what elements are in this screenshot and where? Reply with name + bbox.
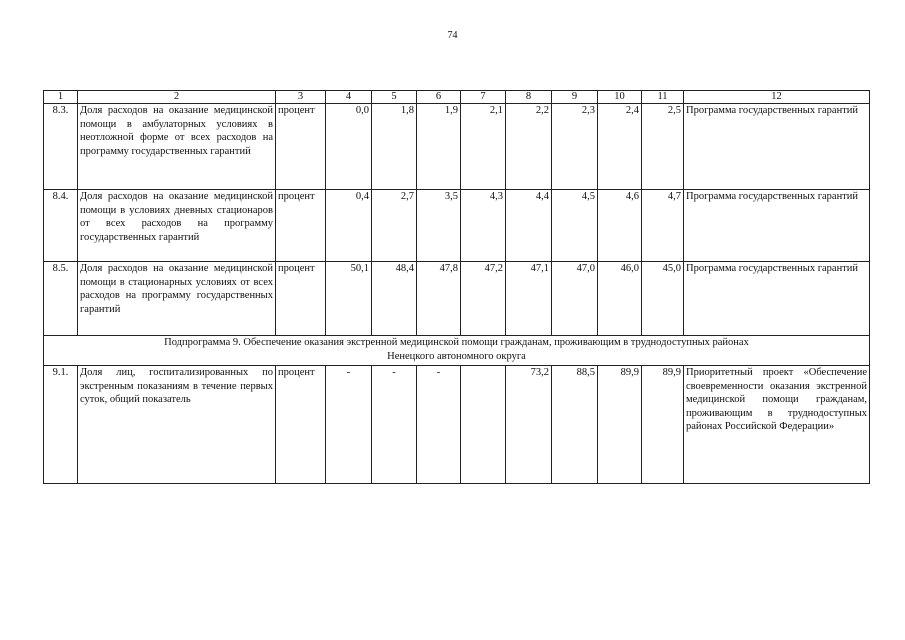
unit: процент [276,262,326,336]
value-cell: 73,2 [506,366,552,484]
subprogram-row [44,336,870,366]
subprogram-title-line-2: Ненецкого автономного округа [387,350,526,362]
value-cell: 89,9 [598,366,642,484]
value-cell: 2,7 [372,190,417,262]
indicator-name: Доля расходов на оказание медицинской помощи в амбулаторных условиях в неотложной форме от всех расходов на программу государственных гарантий [78,104,276,190]
column-number: 9 [552,91,598,104]
column-number: 4 [326,91,372,104]
value-cell [461,366,506,484]
row-number: 8.3. [44,104,78,190]
row-number: 9.1. [44,366,78,484]
value-cell: 45,0 [642,262,684,336]
value-cell: - [326,366,372,484]
column-number: 1 [44,91,78,104]
row-number: 8.5. [44,262,78,336]
indicator-name: Доля расходов на оказание медицинской помощи в стационарных условиях от всех расходов на программу государственных гарантий [78,262,276,336]
value-cell: 47,8 [417,262,461,336]
value-cell: 4,6 [598,190,642,262]
indicators-table [43,90,870,484]
value-cell: 2,5 [642,104,684,190]
subprogram-heading [44,336,870,366]
value-cell: 47,1 [506,262,552,336]
subprogram-title-line-1: Подпрограмма 9. Обеспечение оказания экстренной медицинской помощи гражданам, проживающим в труднодоступных районах [164,337,749,348]
row-number: 8.4. [44,190,78,262]
value-cell: 4,7 [642,190,684,262]
unit: процент [276,190,326,262]
unit: процент [276,104,326,190]
value-cell: 89,9 [642,366,684,484]
column-number: 2 [78,91,276,104]
value-cell: 4,4 [506,190,552,262]
column-number: 10 [598,91,642,104]
value-cell: 50,1 [326,262,372,336]
value-cell: 46,0 [598,262,642,336]
column-number: 5 [372,91,417,104]
table-row [44,104,870,190]
value-cell: 4,3 [461,190,506,262]
column-number: 12 [684,91,870,104]
value-cell: 2,4 [598,104,642,190]
unit: процент [276,366,326,484]
column-number: 6 [417,91,461,104]
value-cell: - [417,366,461,484]
value-cell: 47,2 [461,262,506,336]
source-cell: Программа государственных гарантий [684,262,870,336]
column-number: 11 [642,91,684,104]
value-cell: 2,2 [506,104,552,190]
source-cell: Программа государственных гарантий [684,190,870,262]
table-row [44,262,870,336]
value-cell: 0,4 [326,190,372,262]
value-cell: 2,3 [552,104,598,190]
table-row [44,366,870,484]
source-cell: Приоритетный проект «Обеспечение своевременности оказания экстренной медицинской помощи гражданам, проживающим в труднодоступных районах Российской Федерации» [684,366,870,484]
value-cell: 1,9 [417,104,461,190]
source-cell: Программа государственных гарантий [684,104,870,190]
column-number: 7 [461,91,506,104]
indicator-name: Доля расходов на оказание медицинской помощи в условиях дневных стационаров от всех расходов на программу государственных гарантий [78,190,276,262]
page-number: 74 [447,30,458,41]
column-number-row [44,91,870,104]
column-number: 8 [506,91,552,104]
indicator-name: Доля лиц, госпитализированных по экстренным показаниям в течение первых суток, общий показатель [78,366,276,484]
table-row [44,190,870,262]
value-cell: 2,1 [461,104,506,190]
value-cell: 1,8 [372,104,417,190]
value-cell: 88,5 [552,366,598,484]
value-cell: 3,5 [417,190,461,262]
value-cell: - [372,366,417,484]
column-number: 3 [276,91,326,104]
value-cell: 4,5 [552,190,598,262]
value-cell: 0,0 [326,104,372,190]
value-cell: 48,4 [372,262,417,336]
value-cell: 47,0 [552,262,598,336]
